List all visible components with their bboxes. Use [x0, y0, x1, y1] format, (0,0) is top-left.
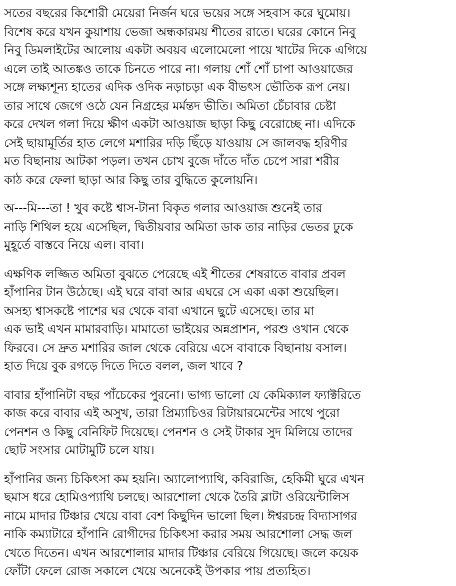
text-line: কাজ করে বাবার এই অসুখ, তারা প্রিম্যাচিওর রিটায়ারমেন্টের সাথে পুরো [4, 406, 340, 420]
text-line: হাঁপানির টান উঠেছে। এই ঘরে বাবা আর এঘরে সে একা একা শুয়েছিল। [4, 285, 339, 299]
text-line: ফিরবে। সে দ্রুত মশারির জাল থেকে বেরিয়ে এসে বাবাকে বিছানায় বসাল। [4, 340, 347, 355]
text-line: মত বিছানায় আটকা পড়ল। তখন চোখ বুজে দাঁতে দাঁত চেপে সারা শরীর [4, 154, 340, 168]
paragraph-3 [4, 265, 452, 376]
paragraph-1 [4, 4, 452, 189]
paragraph-4 [4, 386, 452, 460]
text-line: সঙ্গে লক্ষ্যশূন্য হাতের এদিক ওদিক নড়াচড়া এক বীভৎস ভৌতিক রূপ নেয়। [4, 80, 350, 94]
text-line: নাকি কম্যাটারে হাঁপানি রোগীদের চিকিৎসা করার সময় আরশোলা সেদ্ধ জল [4, 527, 353, 541]
text-line: ছমাস ধরে হোমিওপ্যাথি চলছে। আরশোলা থেকে তৈরি ব্লাটা ওরিয়েন্টালিস [4, 490, 350, 504]
text-line: এলে তাই আতঙ্কও তাকে চিনতে পারে না। গলায় শোঁ শোঁ চাপা আওয়াজের [4, 61, 353, 76]
text-line: এক্ষণিক লজ্জিত অমিতা বুঝতে পেরেছে এই শীতের শেষরাতে বাবার প্রবল [4, 266, 346, 281]
text-line: পেনশন ও কিছু বেনিফিট দিয়েছে। পেনশন ও সেই টাকার সুদ মিলিয়ে তাদের [4, 424, 353, 439]
text-line: নামে মাদার টিঞ্চার খেয়ে বাবা বেশ কিছুদিন ভালো ছিল। ঈশ্বরচন্দ্র বিদ্যাসাগর [4, 508, 357, 523]
paragraph-2 [4, 199, 452, 255]
text-line: নাড়ি শিথিল হয়ে এসেছিল, দ্বিতীয়বার অমিতা ডাক তার নাড়ির ভেতর ঢুকে [4, 219, 354, 234]
text-line: হাঁপানির জন্য চিকিৎসা কম হয়নি। অ্যালোপ্যাথি, কবিরাজি, হেকিমী ঘুরে এখন [4, 471, 365, 486]
text-line: ফোঁটা ফেলে রোজ সকালে খেয়ে অনেকেই উপকার পায় প্রত্যহিত। [4, 564, 311, 578]
text-line: সেই ছায়ামূর্তির হাত লেগে মশারির দড়ি ছিঁড়ে যাওয়ায় সে জালবদ্ধ হরিণীর [4, 135, 348, 150]
text-line: কাঠ করে ফেলা ছাড়া আর কিছু তার বুদ্ধিতে কুলোয়নি। [4, 172, 258, 187]
text-line: খেতে দিতেন। এখন আরশোলার মাদার টিঞ্চার বেরিয়ে গিয়েছে। জলে কয়েক [4, 545, 359, 560]
text-line: করে দেখল গলা দিয়ে ক্ষীণ একটা আওয়াজ ছাড়া কিছু বেরোচ্ছে না। এদিকে [4, 117, 356, 131]
text-line: বাবার হাঁপানিটা বছর পাঁচেকের পুরনো। ভাগ্য ভালো যে কেমিক্যাল ফ্যাক্টরিতে [4, 387, 361, 402]
text-line: সতের বছরের কিশোরী মেয়েরা নির্জন ঘরে ভয়ের সঙ্গে সহবাস করে ঘুমোয়। [4, 6, 351, 20]
text-line: বিশেষ করে যখন কুয়াশায় ভেজা অন্ধকারময় শীতের রাতে। ঘরের কোনে নিবু [4, 24, 356, 39]
text-line: হাত দিয়ে বুক রগড়ে দিতে দিতে বলল, জল খাবে ? [4, 359, 243, 373]
text-line: মুহূর্তে বাস্তবে নিয়ে এল। বাবা। [4, 238, 144, 252]
text-line: নিবু ডিমলাইটের আলোয় একটা অবয়ব এলোমেলো পায়ে খাটের দিকে এগিয়ে [4, 43, 367, 57]
text-line: এক ভাই এখন মামারবাড়ি। মামাতো ভাইয়ের অন্নপ্রাশন, পরশু ওখান থেকে [4, 322, 349, 336]
text-line: তার সাথে জেগে ওঠে যেন নিগ্রহের মর্মন্তদ ভীতি। অমিতা চেঁচাবার চেষ্টা [4, 98, 336, 113]
paragraph-5 [4, 470, 452, 581]
text-line: ছোট সংসার মোটামুটি চলে যায়। [4, 443, 155, 457]
text-line: অসহ্য শ্বাসকষ্টে পাশের ঘর থেকে বাবা এখানে ছুটে এসেছে। তার মা [4, 303, 315, 318]
text-line: অ---মি---তা ! খুব কষ্টে শ্বাস-টানা বিকৃত গলার আওয়াজ শুনেই তার [4, 201, 323, 215]
